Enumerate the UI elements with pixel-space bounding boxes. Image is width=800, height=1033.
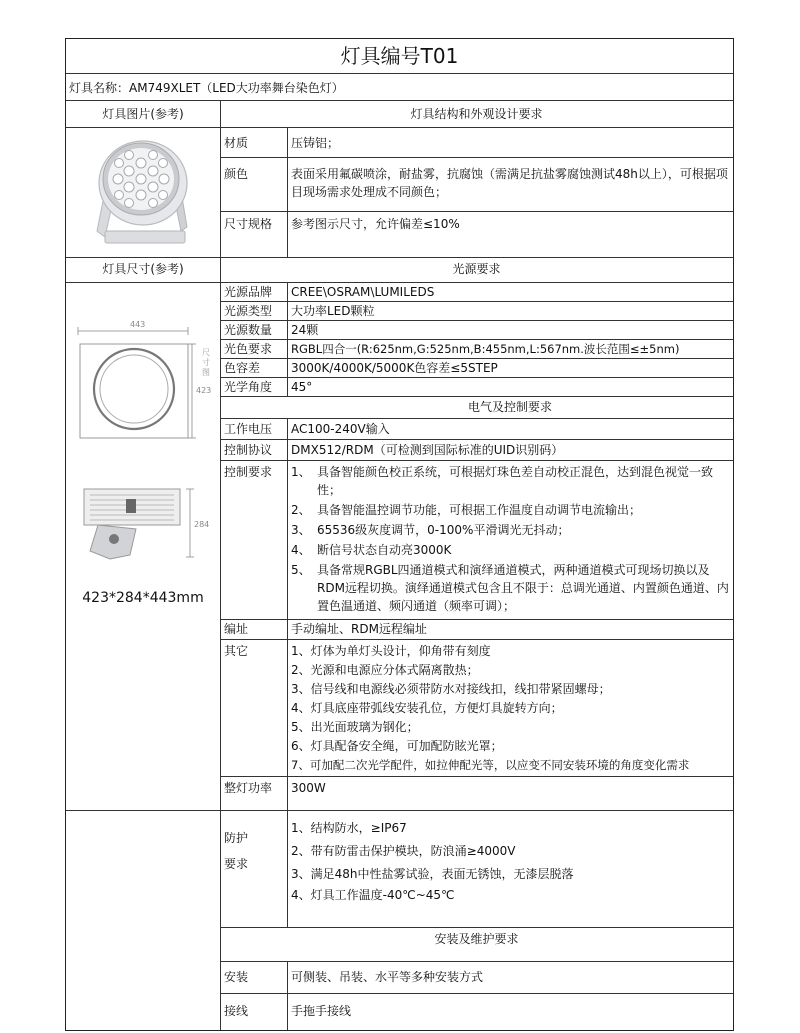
electrical-header: 电气及控制要求 bbox=[467, 400, 552, 414]
address-label: 编址 bbox=[224, 622, 249, 636]
other-item: 2、光源和电源应分体式隔离散热； bbox=[291, 663, 479, 677]
light-color-value: RGBL四合一(R:625nm,G:525nm,B:455nm,L:567nm.波长范围≤±5nm) bbox=[291, 342, 680, 356]
fixture-name: 灯具名称：AM749XLET（LED大功率舞台染色灯） bbox=[69, 81, 344, 95]
control-item: 1、 具备智能颜色校正系统，可根据灯珠色差自动校正混色，达到混色视觉一致性； bbox=[291, 465, 714, 497]
mount-label: 安装 bbox=[224, 970, 249, 984]
power-label: 整灯功率 bbox=[224, 781, 273, 795]
control-item: 5、 具备常规RGBL四通道模式和演绎通道模式，两种通道模式可现场切换以及RDM远程切换。演绎通道模式包含且不限于：总调光通道、内置颜色通道、内置色温通道、频闪通道（频率可调）； bbox=[291, 563, 729, 613]
control-item: 3、 65536级灰度调节，0-100%平滑调光无抖动； bbox=[291, 523, 570, 537]
tolerance-label: 色容差 bbox=[224, 361, 261, 375]
spec-sheet bbox=[65, 38, 734, 1031]
other-item: 7、可加配二次光学配件，如拉伸配光等，以应变不同安装环境的角度变化需求 bbox=[291, 758, 690, 772]
size-value: 参考图示尺寸，允许偏差≤10% bbox=[291, 217, 460, 231]
protection-label: 要求 bbox=[224, 857, 249, 871]
protection-item: 1、结构防水，≥IP67 bbox=[291, 821, 407, 835]
voltage-value: AC100-240V输入 bbox=[291, 422, 390, 436]
power-value: 300W bbox=[291, 781, 326, 795]
protection-item: 2、带有防雷击保护模块，防浪涌≥4000V bbox=[291, 844, 516, 858]
other-item: 3、信号线和电源线必须带防水对接线扣，线扣带紧固螺母； bbox=[291, 682, 611, 696]
note-char: 图 bbox=[202, 368, 210, 377]
control-label: 控制要求 bbox=[224, 465, 273, 479]
other-label: 其它 bbox=[224, 644, 249, 658]
other-item: 1、灯体为单灯头设计，仰角带有刻度 bbox=[291, 644, 491, 658]
brand-value: CREE\OSRAM\LUMILEDS bbox=[291, 285, 435, 299]
angle-value: 45° bbox=[291, 380, 313, 394]
color-label: 颜色 bbox=[224, 167, 249, 181]
protection-item: 3、满足48h中性盐雾试验，表面无锈蚀，无漆层脱落 bbox=[291, 867, 574, 881]
dimension-text: 423*284*443mm bbox=[82, 590, 204, 606]
mount-value: 可侧装、吊装、水平等多种安装方式 bbox=[291, 970, 484, 984]
protection-label: 防护 bbox=[224, 831, 249, 845]
control-item: 4、 断信号状态自动亮3000K bbox=[291, 543, 452, 557]
light-source-header: 光源要求 bbox=[452, 262, 501, 276]
light-color-label: 光色要求 bbox=[224, 342, 273, 356]
size-label: 尺寸规格 bbox=[224, 217, 273, 231]
install-header: 安装及维护要求 bbox=[434, 932, 519, 946]
count-value: 24颗 bbox=[291, 323, 319, 337]
other-item: 6、灯具配备安全绳，可加配防眩光罩； bbox=[291, 739, 503, 753]
address-value: 手动编址、RDM远程编址 bbox=[291, 622, 427, 636]
wiring-value: 手拖手接线 bbox=[291, 1004, 352, 1018]
other-item: 4、灯具底座带弧线安装孔位，方便灯具旋转方向； bbox=[291, 701, 563, 715]
brand-label: 光源品牌 bbox=[224, 285, 273, 299]
control-item: 2、 具备智能温控调节功能，可根据工作温度自动调节电流输出； bbox=[291, 503, 642, 517]
material-label: 材质 bbox=[224, 136, 249, 150]
front-height-label: 423 bbox=[196, 386, 212, 395]
count-label: 光源数量 bbox=[224, 323, 273, 337]
structure-header: 灯具结构和外观设计要求 bbox=[410, 107, 543, 121]
tolerance-value: 3000K/4000K/5000K色容差≤5STEP bbox=[291, 361, 498, 375]
type-value: 大功率LED颗粒 bbox=[291, 304, 375, 318]
dimension-header: 灯具尺寸(参考) bbox=[102, 262, 184, 276]
note-char: 寸 bbox=[202, 358, 210, 367]
side-height-label: 284 bbox=[194, 520, 210, 529]
angle-label: 光学角度 bbox=[224, 380, 273, 394]
voltage-label: 工作电压 bbox=[224, 422, 273, 436]
material-value: 压铸铝； bbox=[291, 136, 340, 150]
sheet-title: 灯具编号T01 bbox=[340, 44, 459, 68]
wiring-label: 接线 bbox=[224, 1004, 249, 1018]
dimension-drawing bbox=[70, 289, 218, 585]
protocol-label: 控制协议 bbox=[224, 443, 273, 457]
note-char: 尺 bbox=[202, 348, 210, 357]
fixture-photo bbox=[91, 131, 195, 253]
size-drawing-note bbox=[202, 348, 210, 377]
protection-item: 4、灯具工作温度-40℃~45℃ bbox=[291, 888, 455, 902]
other-item: 5、出光面玻璃为钢化； bbox=[291, 720, 419, 734]
type-label: 光源类型 bbox=[224, 304, 273, 318]
photo-header: 灯具图片(参考) bbox=[102, 107, 184, 121]
protocol-value: DMX512/RDM（可检测到国际标准的UID识别码） bbox=[291, 443, 564, 457]
color-value: 表面采用氟碳喷涂，耐盐雾，抗腐蚀（需满足抗盐雾腐蚀测试48h以上），可根据项目现场需求处理成不同颜色； bbox=[291, 167, 728, 199]
front-width-label: 443 bbox=[130, 320, 146, 329]
